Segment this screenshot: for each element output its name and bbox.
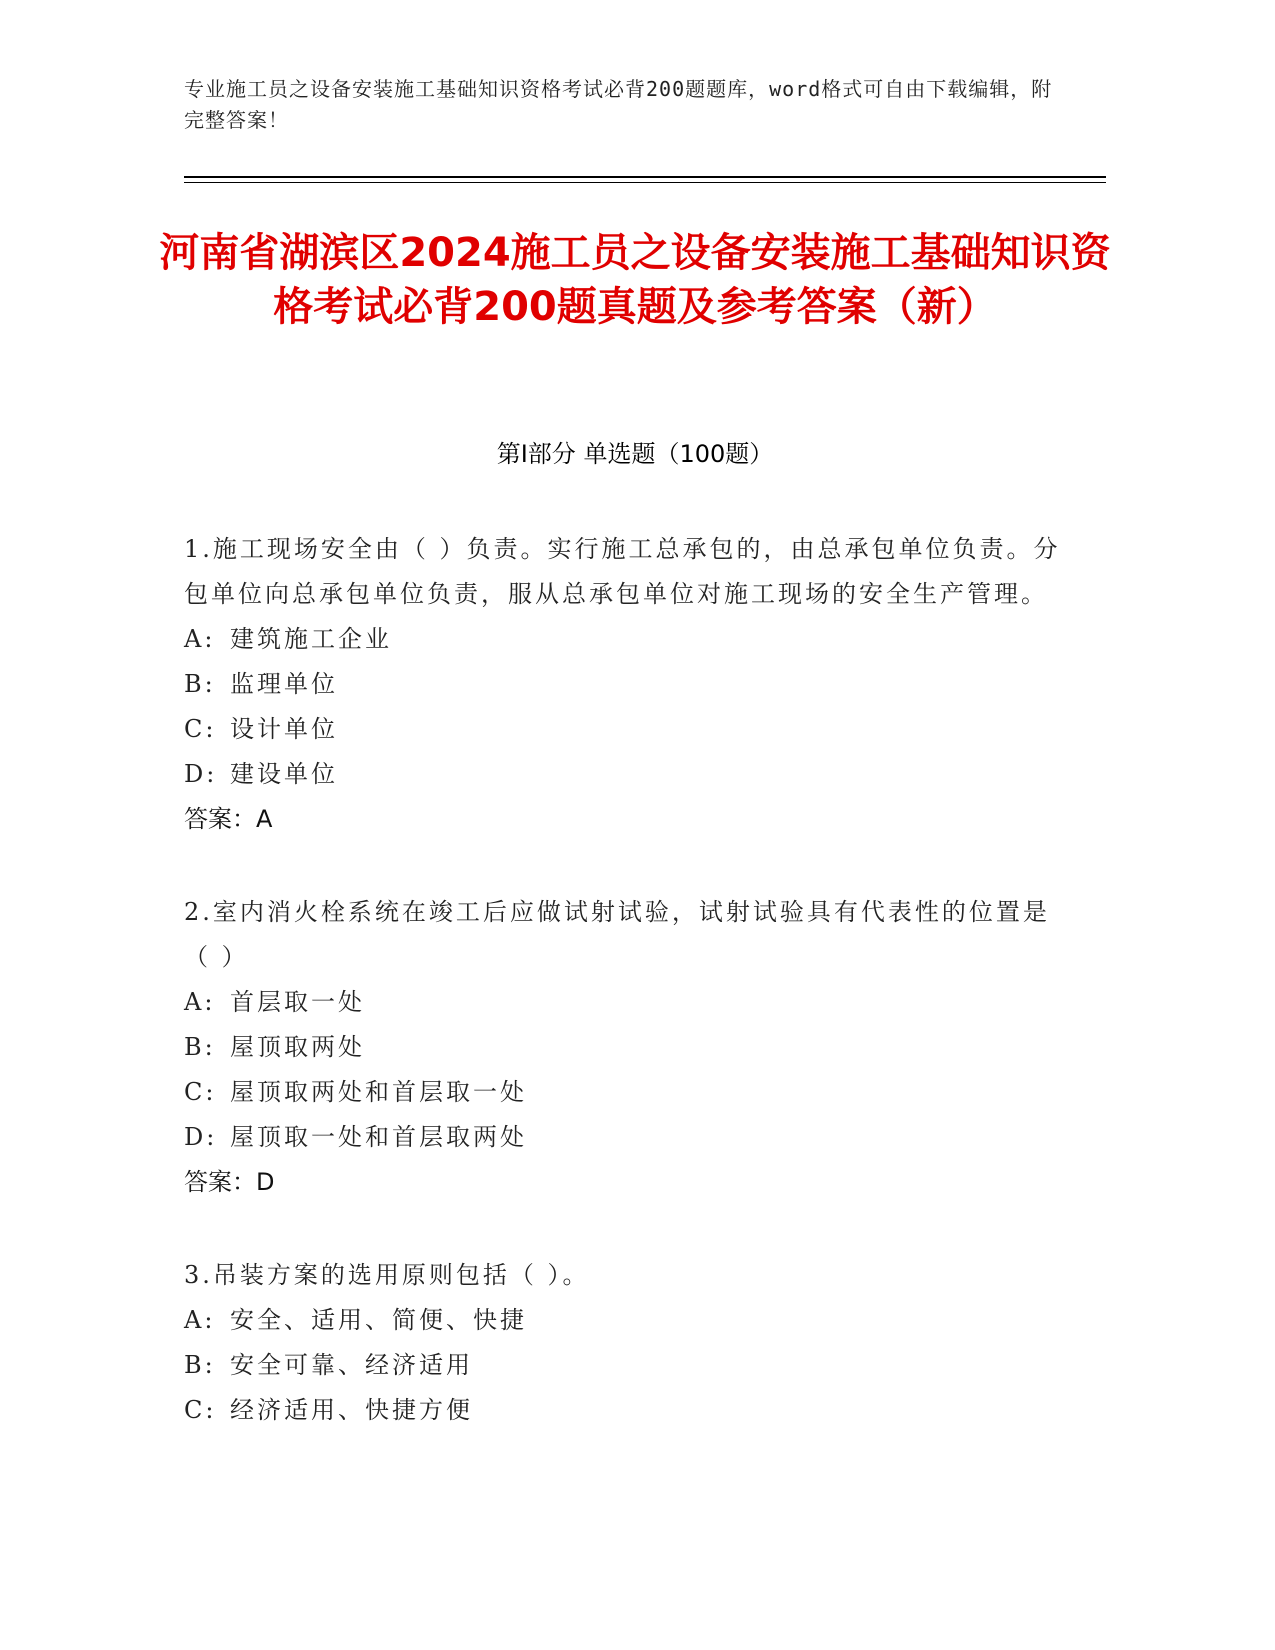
option-letter: B: [184,1351,216,1379]
option-letter: C: [184,715,217,743]
option-text: 首层取一处 [230,988,365,1016]
option-text: 屋顶取一处和首层取两处 [230,1123,527,1151]
option-letter: D: [184,760,218,788]
answer-line: 答案：A [184,805,273,833]
option-letter: B: [184,1033,216,1061]
option-letter: A: [184,1306,216,1334]
question-stem: 2.室内消火栓系统在竣工后应做试射试验，试射试验具有代表性的位置是（ ） [184,898,1050,971]
question-item [184,890,1064,1205]
header-divider-thin [184,182,1106,183]
option-c [184,707,1064,752]
option-letter: D: [184,1123,218,1151]
option-c [184,1070,1064,1115]
option-letter: C: [184,1078,217,1106]
question-stem: 1.施工现场安全由（ ）负责。实行施工总承包的，由总承包单位负责。分包单位向总承包单位负责，服从总承包单位对施工现场的安全生产管理。 [184,535,1061,608]
option-c [184,1388,1064,1433]
option-text: 设计单位 [230,715,338,743]
question-item [184,1253,1064,1433]
option-b [184,662,1064,707]
option-d [184,1115,1064,1160]
option-a [184,980,1064,1025]
section-heading: 第Ⅰ部分 单选题（100题） [496,440,774,468]
option-b [184,1025,1064,1070]
option-text: 经济适用、快捷方便 [230,1396,473,1424]
answer-line: 答案：D [184,1168,275,1196]
option-text: 安全、适用、简便、快捷 [230,1306,527,1334]
option-text: 安全可靠、经济适用 [230,1351,473,1379]
option-b [184,1343,1064,1388]
option-letter: A: [184,625,216,653]
option-a [184,1298,1064,1343]
option-d [184,752,1064,797]
header-divider-thick [184,176,1106,178]
option-text: 监理单位 [230,670,338,698]
option-text: 屋顶取两处和首层取一处 [230,1078,527,1106]
option-letter: C: [184,1396,217,1424]
option-text: 屋顶取两处 [230,1033,365,1061]
question-list [184,527,1064,1481]
option-text: 建筑施工企业 [230,625,392,653]
question-item [184,527,1064,842]
document-header-note: 专业施工员之设备安装施工基础知识资格考试必背200题题库，word格式可自由下载编辑，附完整答案！ [184,77,1053,132]
document-title: 河南省湖滨区2024施工员之设备安装施工基础知识资格考试必背200题真题及参考答案（新） [159,230,1111,330]
option-text: 建设单位 [230,760,338,788]
option-letter: A: [184,988,216,1016]
option-a [184,617,1064,662]
question-stem: 3.吊装方案的选用原则包括（ ）。 [184,1261,590,1289]
option-letter: B: [184,670,216,698]
